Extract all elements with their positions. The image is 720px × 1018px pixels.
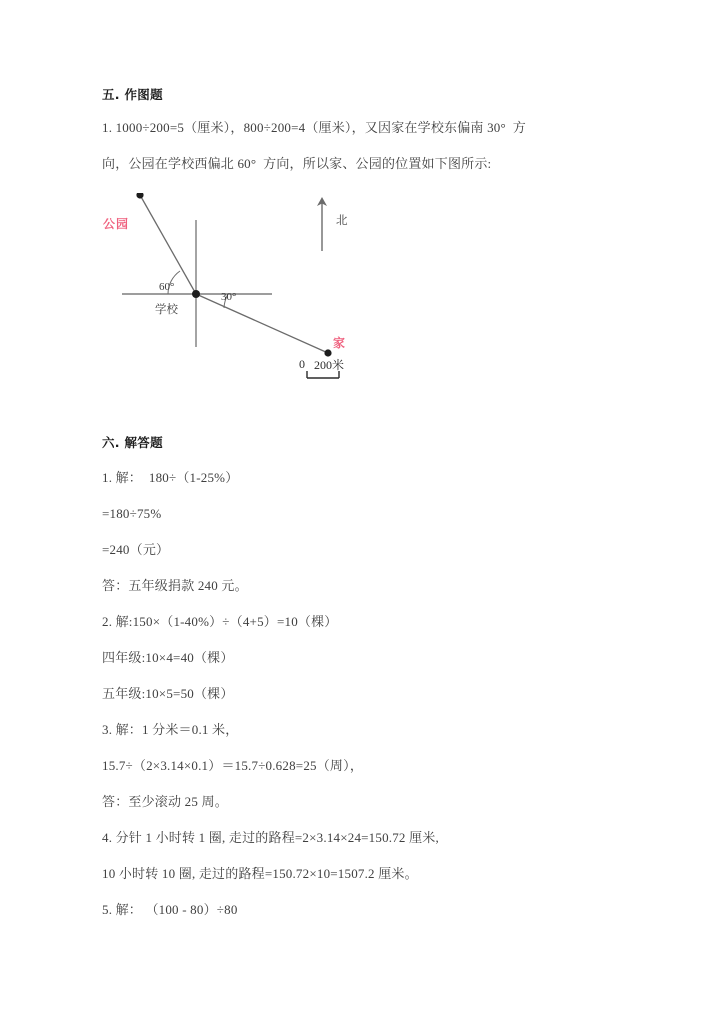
label-north: 北: [336, 213, 348, 227]
section6-line-13: 5. 解： （100 - 80）÷80: [102, 902, 238, 917]
section-heading-5: 五. 作图题: [102, 87, 163, 102]
section6-line-7: 五年级:10×5=50（棵）: [102, 686, 234, 701]
section5-line-1: 1. 1000÷200=5（厘米），800÷200=4（厘米），又因家在学校东偏南 30° 方: [102, 120, 526, 135]
section6-line-4: 答：五年级捐款 240 元。: [102, 578, 248, 593]
label-school: 学校: [155, 302, 178, 316]
section-heading-6: 六. 解答题: [102, 435, 163, 450]
section6-line-1: 1. 解： 180÷（1-25%）: [102, 470, 239, 485]
direction-map-figure: [102, 193, 402, 403]
label-angle-30: 30°: [221, 291, 237, 303]
section6-line-3: =240（元）: [102, 542, 170, 557]
ray-to-park: [140, 195, 196, 294]
label-park: 公园: [103, 217, 130, 231]
ray-to-home: [196, 294, 328, 353]
section6-line-11: 4. 分针 1 小时转 1 圈, 走过的路程=2×3.14×24=150.72 厘米,: [102, 830, 439, 845]
label-scale-zero: 0: [299, 357, 305, 371]
section6-line-2: =180÷75%: [102, 506, 162, 521]
label-home: 家: [333, 336, 347, 350]
point-park: [136, 193, 143, 199]
section6-line-12: 10 小时转 10 圈, 走过的路程=150.72×10=1507.2 厘米。: [102, 866, 418, 881]
label-scale-value: 200米: [314, 358, 345, 372]
section5-line-2: 向，公园在学校西偏北 60° 方向，所以家、公园的位置如下图所示:: [102, 156, 492, 171]
section6-line-9: 15.7÷（2×3.14×0.1）＝15.7÷0.628=25（周），: [102, 758, 364, 773]
section6-line-5: 2. 解:150×（1-40%）÷（4+5）=10（棵）: [102, 614, 338, 629]
section6-line-6: 四年级:10×4=40（棵）: [102, 650, 234, 665]
label-angle-60: 60°: [159, 281, 175, 293]
direction-map-svg: [102, 193, 402, 403]
section6-line-10: 答：至少滚动 25 周。: [102, 794, 228, 809]
point-school: [192, 290, 200, 298]
section6-line-8: 3. 解：1 分米＝0.1 米，: [102, 722, 239, 737]
